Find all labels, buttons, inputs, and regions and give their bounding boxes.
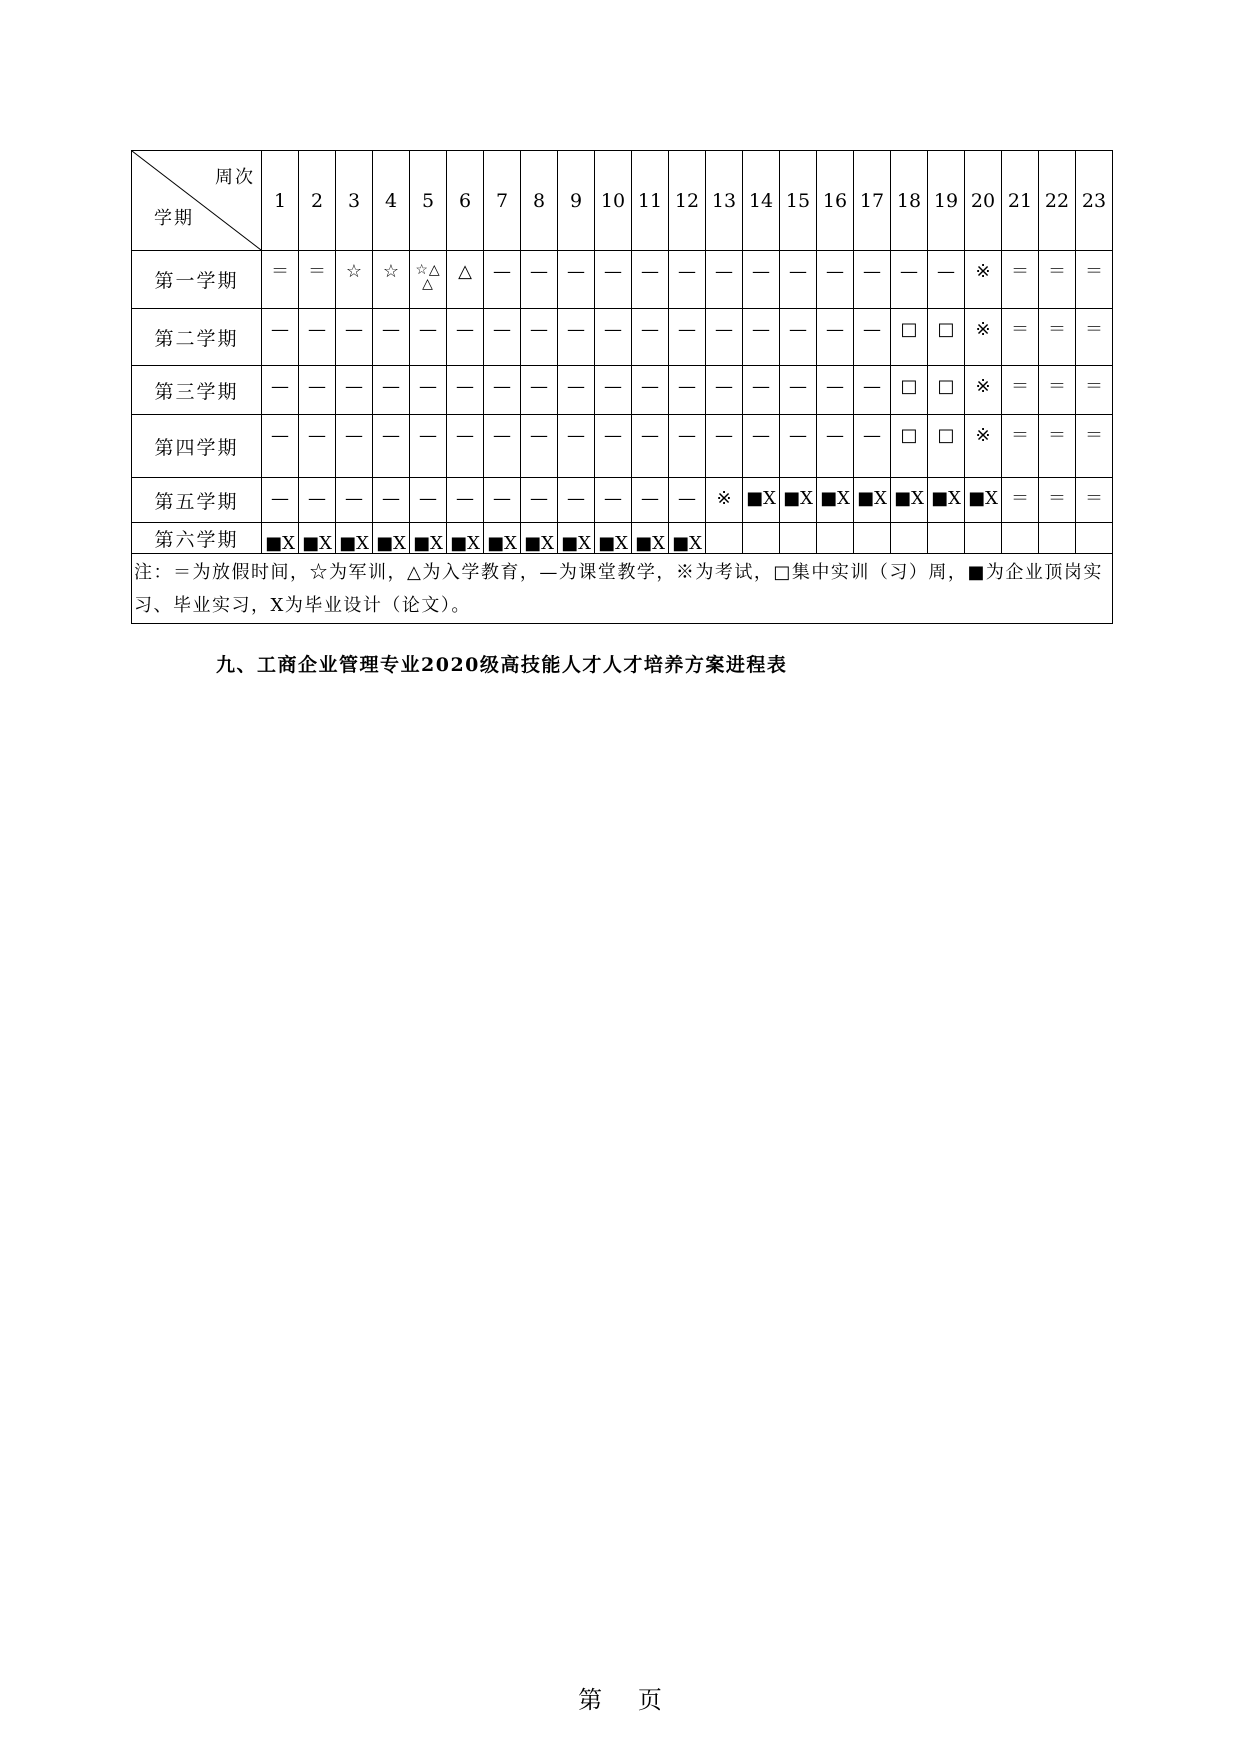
week-number-cell: 7 bbox=[484, 151, 521, 251]
week-number-cell: 1 bbox=[262, 151, 299, 251]
schedule-cell: — bbox=[780, 415, 817, 478]
schedule-cell: — bbox=[299, 309, 336, 366]
schedule-cell: ■X bbox=[743, 478, 780, 523]
week-number-cell: 14 bbox=[743, 151, 780, 251]
term-label: 第二学期 bbox=[132, 309, 262, 366]
schedule-cell: — bbox=[336, 366, 373, 415]
footer-right: 页 bbox=[637, 1686, 662, 1714]
legend-note: 注：＝为放假时间，☆为军训，△为入学教育，—为课堂教学，※为考试，□集中实训（习）周，■为企业顶岗实习、毕业实习，X为毕业设计（论文）。 bbox=[132, 554, 1113, 624]
term-label: 第五学期 bbox=[132, 478, 262, 523]
schedule-cell: ■X bbox=[669, 523, 706, 554]
schedule-cell: — bbox=[854, 366, 891, 415]
schedule-cell: — bbox=[817, 366, 854, 415]
schedule-cell: □ bbox=[891, 415, 928, 478]
term-row bbox=[132, 366, 1113, 415]
schedule-cell: ■X bbox=[521, 523, 558, 554]
schedule-cell: — bbox=[521, 309, 558, 366]
schedule-cell: ☆△ △ bbox=[410, 251, 447, 309]
schedule-cell: — bbox=[447, 309, 484, 366]
schedule-cell: — bbox=[817, 251, 854, 309]
schedule-cell: ＝ bbox=[1076, 478, 1113, 523]
schedule-cell: — bbox=[410, 415, 447, 478]
week-number-cell: 10 bbox=[595, 151, 632, 251]
section-title: 九、工商企业管理专业2020级高技能人才人才培养方案进程表 bbox=[216, 654, 788, 676]
schedule-cell: — bbox=[373, 366, 410, 415]
schedule-cell: — bbox=[484, 415, 521, 478]
schedule-cell: — bbox=[817, 415, 854, 478]
week-number-cell: 21 bbox=[1002, 151, 1039, 251]
schedule-cell: — bbox=[595, 251, 632, 309]
term-row bbox=[132, 523, 1113, 554]
schedule-cell: ＝ bbox=[1002, 251, 1039, 309]
schedule-cell: ■X bbox=[817, 478, 854, 523]
schedule-cell: — bbox=[780, 251, 817, 309]
schedule-cell: ※ bbox=[965, 309, 1002, 366]
week-number-cell: 16 bbox=[817, 151, 854, 251]
schedule-cell: — bbox=[373, 478, 410, 523]
schedule-cell: — bbox=[262, 415, 299, 478]
schedule-cell bbox=[817, 523, 854, 554]
schedule-cell: ※ bbox=[965, 366, 1002, 415]
term-label: 第六学期 bbox=[132, 523, 262, 554]
schedule-cell: ■X bbox=[928, 478, 965, 523]
schedule-cell: — bbox=[521, 251, 558, 309]
schedule-cell: — bbox=[410, 309, 447, 366]
week-number-cell: 4 bbox=[373, 151, 410, 251]
schedule-cell: ＝ bbox=[1039, 478, 1076, 523]
week-number-cell: 9 bbox=[558, 151, 595, 251]
schedule-cell: — bbox=[336, 478, 373, 523]
week-number-cell: 2 bbox=[299, 151, 336, 251]
schedule-cell: — bbox=[595, 366, 632, 415]
schedule-cell: — bbox=[854, 251, 891, 309]
schedule-cell: — bbox=[447, 366, 484, 415]
schedule-cell: — bbox=[817, 309, 854, 366]
schedule-table bbox=[131, 150, 1113, 624]
schedule-cell: — bbox=[743, 415, 780, 478]
schedule-cell: ＝ bbox=[1002, 478, 1039, 523]
note-row bbox=[132, 554, 1113, 624]
schedule-cell: — bbox=[706, 366, 743, 415]
schedule-cell bbox=[706, 523, 743, 554]
schedule-cell: ■X bbox=[336, 523, 373, 554]
schedule-cell: — bbox=[706, 309, 743, 366]
schedule-cell: — bbox=[743, 309, 780, 366]
schedule-cell bbox=[854, 523, 891, 554]
schedule-cell: — bbox=[447, 478, 484, 523]
schedule-cell: — bbox=[484, 309, 521, 366]
week-number-cell: 6 bbox=[447, 151, 484, 251]
schedule-cell: — bbox=[669, 415, 706, 478]
week-heading: 周次 bbox=[215, 167, 255, 188]
schedule-cell: ■X bbox=[262, 523, 299, 554]
schedule-cell: ＝ bbox=[1076, 366, 1113, 415]
schedule-cell: ※ bbox=[965, 251, 1002, 309]
schedule-cell: — bbox=[669, 366, 706, 415]
header-row bbox=[132, 151, 1113, 251]
schedule-cell: — bbox=[669, 478, 706, 523]
page-footer bbox=[0, 1680, 1240, 1715]
schedule-cell bbox=[743, 523, 780, 554]
week-number-cell: 19 bbox=[928, 151, 965, 251]
schedule-cell: △ bbox=[447, 251, 484, 309]
schedule-cell: — bbox=[891, 251, 928, 309]
schedule-cell: ■X bbox=[891, 478, 928, 523]
schedule-cell: — bbox=[706, 251, 743, 309]
term-row bbox=[132, 251, 1113, 309]
schedule-cell: — bbox=[447, 415, 484, 478]
week-number-cell: 12 bbox=[669, 151, 706, 251]
schedule-cell: — bbox=[632, 415, 669, 478]
schedule-cell: — bbox=[854, 309, 891, 366]
schedule-cell: ＝ bbox=[1039, 251, 1076, 309]
diagonal-header-cell bbox=[132, 151, 262, 251]
schedule-cell bbox=[928, 523, 965, 554]
schedule-cell: — bbox=[558, 309, 595, 366]
schedule-cell: ＝ bbox=[262, 251, 299, 309]
schedule-cell: — bbox=[484, 478, 521, 523]
schedule-cell: — bbox=[669, 309, 706, 366]
schedule-cell: ■X bbox=[410, 523, 447, 554]
week-number-cell: 22 bbox=[1039, 151, 1076, 251]
week-number-cell: 20 bbox=[965, 151, 1002, 251]
schedule-cell: — bbox=[558, 366, 595, 415]
schedule-cell: — bbox=[632, 309, 669, 366]
schedule-cell: ＝ bbox=[1076, 251, 1113, 309]
schedule-cell: □ bbox=[928, 415, 965, 478]
schedule-cell: — bbox=[521, 478, 558, 523]
schedule-cell: — bbox=[743, 366, 780, 415]
schedule-cell: — bbox=[521, 366, 558, 415]
term-label: 第三学期 bbox=[132, 366, 262, 415]
schedule-cell: — bbox=[299, 366, 336, 415]
schedule-cell: ☆ bbox=[373, 251, 410, 309]
schedule-cell: ■X bbox=[558, 523, 595, 554]
schedule-cell: ＝ bbox=[299, 251, 336, 309]
schedule-cell: — bbox=[854, 415, 891, 478]
schedule-cell: ＝ bbox=[1076, 309, 1113, 366]
schedule-cell: ＝ bbox=[1039, 415, 1076, 478]
week-number-cell: 18 bbox=[891, 151, 928, 251]
schedule-cell: ＝ bbox=[1002, 309, 1039, 366]
schedule-cell: — bbox=[632, 478, 669, 523]
week-number-cell: 15 bbox=[780, 151, 817, 251]
schedule-cell: — bbox=[780, 309, 817, 366]
schedule-cell: — bbox=[373, 415, 410, 478]
week-number-cell: 11 bbox=[632, 151, 669, 251]
schedule-cell: ■X bbox=[373, 523, 410, 554]
schedule-cell: — bbox=[558, 478, 595, 523]
schedule-cell: ■X bbox=[595, 523, 632, 554]
schedule-cell: ■X bbox=[965, 478, 1002, 523]
schedule-cell: — bbox=[299, 478, 336, 523]
term-row bbox=[132, 415, 1113, 478]
schedule-cell: — bbox=[484, 251, 521, 309]
term-row bbox=[132, 478, 1113, 523]
schedule-cell bbox=[1076, 523, 1113, 554]
schedule-cell: ※ bbox=[965, 415, 1002, 478]
schedule-cell: ■X bbox=[632, 523, 669, 554]
schedule-cell: — bbox=[299, 415, 336, 478]
schedule-cell: — bbox=[780, 366, 817, 415]
schedule-cell: — bbox=[558, 415, 595, 478]
schedule-cell: — bbox=[521, 415, 558, 478]
schedule-cell: □ bbox=[928, 366, 965, 415]
week-number-cell: 23 bbox=[1076, 151, 1113, 251]
week-number-cell: 5 bbox=[410, 151, 447, 251]
week-number-cell: 8 bbox=[521, 151, 558, 251]
schedule-cell: — bbox=[632, 251, 669, 309]
schedule-cell: ■X bbox=[780, 478, 817, 523]
schedule-cell: — bbox=[669, 251, 706, 309]
footer-left: 第 bbox=[578, 1686, 603, 1714]
schedule-cell: ＝ bbox=[1002, 415, 1039, 478]
schedule-cell bbox=[965, 523, 1002, 554]
schedule-cell: — bbox=[928, 251, 965, 309]
schedule-cell: — bbox=[706, 415, 743, 478]
schedule-cell: ＝ bbox=[1002, 366, 1039, 415]
schedule-cell bbox=[1002, 523, 1039, 554]
schedule-cell: ※ bbox=[706, 478, 743, 523]
schedule-cell: — bbox=[373, 309, 410, 366]
term-heading: 学期 bbox=[154, 208, 194, 229]
schedule-cell: — bbox=[484, 366, 521, 415]
schedule-cell bbox=[891, 523, 928, 554]
schedule-cell: — bbox=[410, 366, 447, 415]
schedule-cell: ＝ bbox=[1076, 415, 1113, 478]
schedule-cell: ☆ bbox=[336, 251, 373, 309]
schedule-cell: ■X bbox=[484, 523, 521, 554]
schedule-cell bbox=[1039, 523, 1076, 554]
week-number-cell: 3 bbox=[336, 151, 373, 251]
schedule-cell: — bbox=[336, 309, 373, 366]
schedule-cell: □ bbox=[891, 366, 928, 415]
schedule-cell: ■X bbox=[854, 478, 891, 523]
week-number-cell: 17 bbox=[854, 151, 891, 251]
schedule-cell: — bbox=[632, 366, 669, 415]
week-number-cell: 13 bbox=[706, 151, 743, 251]
schedule-cell: — bbox=[262, 366, 299, 415]
schedule-cell: □ bbox=[891, 309, 928, 366]
term-row bbox=[132, 309, 1113, 366]
schedule-cell: — bbox=[595, 415, 632, 478]
schedule-cell: — bbox=[558, 251, 595, 309]
term-label: 第一学期 bbox=[132, 251, 262, 309]
schedule-cell: — bbox=[410, 478, 447, 523]
term-label: 第四学期 bbox=[132, 415, 262, 478]
schedule-cell: — bbox=[595, 309, 632, 366]
schedule-cell: □ bbox=[928, 309, 965, 366]
schedule-cell: — bbox=[595, 478, 632, 523]
schedule-cell: — bbox=[743, 251, 780, 309]
schedule-cell bbox=[780, 523, 817, 554]
schedule-cell: — bbox=[262, 309, 299, 366]
schedule-cell: — bbox=[336, 415, 373, 478]
schedule-cell: — bbox=[262, 478, 299, 523]
schedule-cell: ＝ bbox=[1039, 309, 1076, 366]
schedule-cell: ■X bbox=[299, 523, 336, 554]
schedule-cell: ■X bbox=[447, 523, 484, 554]
schedule-cell: ＝ bbox=[1039, 366, 1076, 415]
